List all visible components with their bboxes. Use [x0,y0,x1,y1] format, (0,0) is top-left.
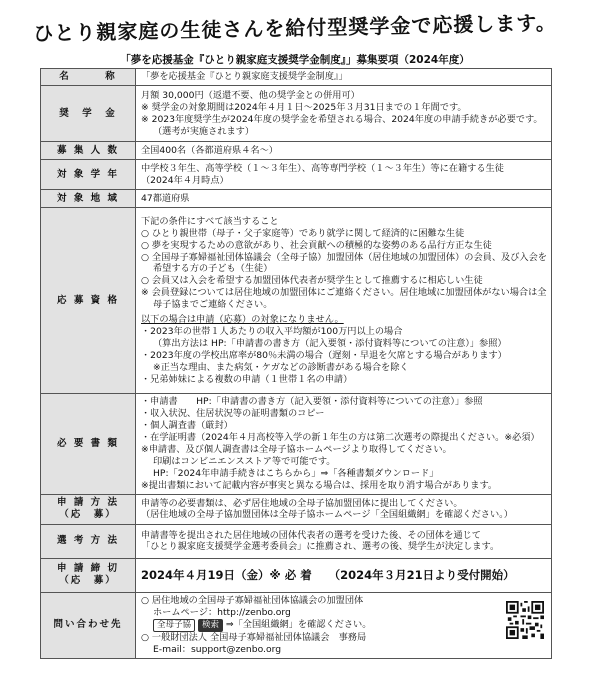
value-line: ・兄弟姉妹による複数の申請（１世帯１名の申請） [141,374,353,386]
value-line: 中学校３年生、高等学校（１～３年生）、高等専門学校（１～３年生）等に在籍する生徒 [141,162,504,174]
value-grade [136,160,552,190]
qr-code-icon [506,601,544,639]
search-button-chip: 検索 [198,619,223,632]
value-number [136,142,552,160]
value-line: HP:「2024年申請手続きはこちらから」⇒「各種書類ダウンロード」 [153,468,439,480]
row-contact [41,592,552,658]
deadline-line [141,568,546,583]
value-line: 「夢を応援基金『ひとり親家庭支援奨学金制度』」 [141,71,348,83]
value-apply [136,494,552,524]
value-line: ・申請書 HP:「申請書の書き方（記入要領・添付資料等についての注意）」参照 [141,396,483,408]
value-scholarship [136,86,552,142]
value-line: ※正当な理由、また病気・ケガなどの診断書がある場合を除く [153,362,409,374]
value-line: ○ 全国母子寡婦福祉団体協議会（全母子協）加盟団体（居住地域の加盟団体）の会員、及び入会を [141,251,547,263]
value-line: ※ 奨学金の対象期間は2024年４月１日～2025年３月31日までの１年間です。 [141,101,467,113]
requirements-table [40,68,552,659]
value-deadline [136,558,552,592]
label-name: 名 称 [41,69,136,86]
value-line: （居住地域の全母子協加盟団体は全母子協ホームページ「全国組織網」を確認ください。） [141,509,513,521]
value-line: 希望する方の子ども（生徒） [153,263,273,275]
row-scholarship [41,86,552,142]
value-line: ホームページ：http://zenbo.org [153,606,291,618]
row-name [41,69,552,86]
value-line: ○ 会員又は入会を希望する加盟団体代表者が奨学生として推薦するに相応しい生徒 [141,275,483,287]
value-line: 母子協までご連絡ください。 [153,299,273,311]
value-name [136,69,552,86]
row-number [41,142,552,160]
value-selection [136,524,552,558]
label-deadline-sub: （応 募） [59,575,117,587]
value-line: ※ 会員登録については居住地域の加盟団体にご連絡ください。居住地域に加盟団体がない場合は全 [141,287,547,299]
label-selection: 選 考 方 法 [41,524,136,558]
label-contact: 問い合わせ先 [41,592,136,658]
label-documents: 必 要 書 類 [41,394,136,495]
label-deadline [41,558,136,592]
value-contact [136,592,552,658]
value-line: ・在学証明書（2024年４月高校等入学の新１年生の方は第二次選考の際提出ください。※必須） [141,432,540,444]
value-line: ※申請書、及び個人調査書は全母子協ホームページより取得してください。 [141,444,452,456]
value-line: 申請書等を提出された居住地域の団体代表者の選考を受けた後、その団体を通じて [141,529,481,541]
value-line: （選考が実施されます） [153,125,255,137]
value-line: 申請等の必要書類は、必ず居住地域の全母子協加盟団体に提出してください。 [141,497,463,509]
row-selection [41,524,552,558]
label-apply-sub: （応 募） [59,509,117,521]
value-documents [136,394,552,495]
value-line: 「ひとり親家庭支援奨学金選考委員会」に推薦され、選考の後、奨学生が決定します。 [141,541,500,553]
row-grade [41,160,552,190]
value-line: （2024年４月時点） [141,174,229,186]
value-eligibility [136,208,552,394]
label-deadline-main: 申 請 締 切 [57,563,119,575]
value-line: ○ ひとり親世帯（母子・父子家庭等）であり就学に関して経済的に困難な生徒 [141,227,465,239]
label-apply-main: 申 請 方 法 [57,497,119,509]
value-line: ・2023年の世帯１人あたりの収入平均額が100万円以上の場合 [141,326,403,338]
row-documents [41,394,552,495]
label-apply [41,494,136,524]
exclusion-heading: 以下の場合は申請（応募）の対象になりません。 [141,314,344,326]
value-line: ○ 一般財団法人 全国母子寡婦福祉団体協議会 事務局 [141,631,367,643]
value-line: 月額 30,000円（返還不要、他の奨学金との併用可） [141,89,360,101]
deadline-date: 2024年４月19日（金）※ 必 着 [141,567,312,582]
headline: ひとり親家庭の生徒さんを給付型奨学金で応援します。 [33,10,557,46]
row-eligibility [41,208,552,394]
search-hint-text: ⇒「全国組織網」を確認ください。 [225,618,372,630]
row-apply [41,494,552,524]
value-line: ・個人調査書（厳封） [141,420,233,432]
search-hint [141,619,546,632]
contact-block [141,595,546,656]
value-line: ・2023年度の学校出席率が80％未満の場合（遅刻・早退を欠席とする場合があります） [141,350,507,362]
value-line: E-mail：support@zenbo.org [153,643,282,655]
value-line: 印刷はコンビニエンスストア等で可能です。 [153,456,336,468]
document-subtitle: 「夢を応援基金『ひとり親家庭支援奨学金制度』」募集要項（2024年度） [120,54,470,66]
value-line: ※提出書類において記載内容が事実と異なる場合は、採用を取り消す場合があります。 [141,480,498,492]
search-keyword-chip: 全母子協 [153,619,195,632]
value-line: 47都道府県 [141,192,190,204]
label-number: 募 集 人 数 [41,142,136,160]
value-line: ○ 居住地域の全国母子寡婦福祉団体協議会の加盟団体 [141,594,364,606]
label-scholarship: 奨 学 金 [41,86,136,142]
value-line: ※ 2023年度奨学生が2024年度の奨学金を希望される場合、2024年度の申請手続きが必要です。 [141,113,543,125]
value-line: 下記の条件にすべて該当すること [141,215,279,227]
value-line: 全国400名（各都道府県４名～） [141,144,278,156]
value-line: ・収入状況、住居状況等の証明書類のコピー [141,408,325,420]
label-grade: 対 象 学 年 [41,160,136,190]
row-region [41,190,552,208]
value-region [136,190,552,208]
value-line: ○ 夢を実現するための意欲があり、社会貢献への積極的な姿勢のある品行方正な生徒 [141,239,492,251]
row-deadline [41,558,552,592]
label-eligibility: 応 募 資 格 [41,208,136,394]
value-line: （算出方法は HP:「申請書の書き方（記入要領・添付資料等についての注意）」参照） [153,338,507,350]
deadline-start: （2024年３月21日より受付開始） [328,567,515,582]
label-region: 対 象 地 域 [41,190,136,208]
